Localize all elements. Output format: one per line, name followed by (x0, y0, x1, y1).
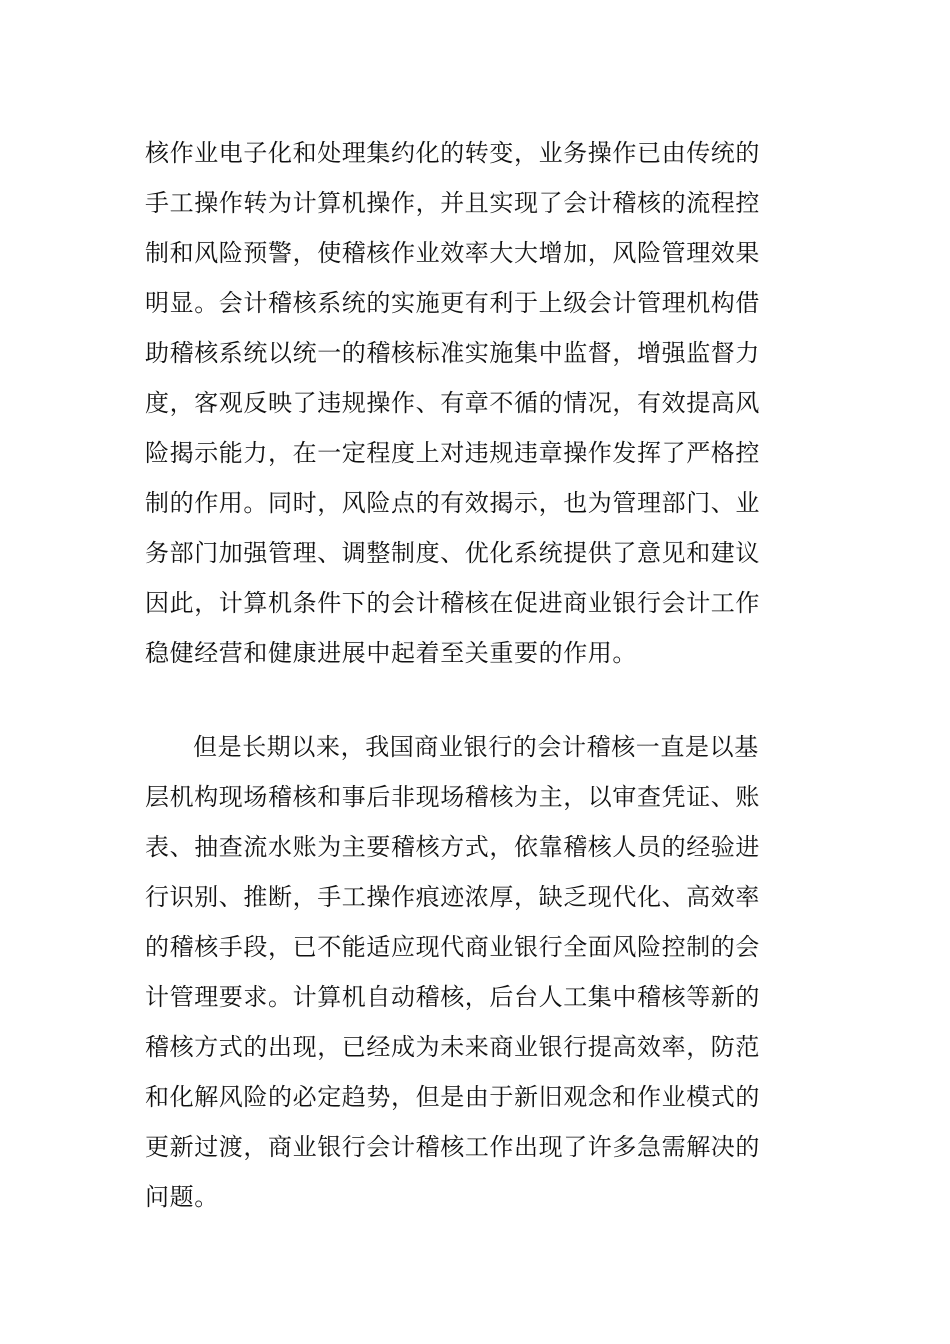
text-line: 稽核方式的出现，已经成为未来商业银行提高效率，防范 (145, 1033, 760, 1061)
text-line: 表、抽查流水账为主要稽核方式，依靠稽核人员的经验进 (145, 833, 760, 861)
text-line: 务部门加强管理、调整制度、优化系统提供了意见和建议 (145, 539, 760, 567)
text-line: 明显。会计稽核系统的实施更有利于上级会计管理机构借 (145, 289, 760, 317)
text-line: 行识别、推断，手工操作痕迹浓厚，缺乏现代化、高效率 (145, 883, 760, 911)
text-line: 和化解风险的必定趋势，但是由于新旧观念和作业模式的 (145, 1083, 760, 1111)
text-line: 因此，计算机条件下的会计稽核在促进商业银行会计工作 (145, 589, 760, 617)
text-line: 问题。 (145, 1183, 219, 1211)
text-line-indented: 但是长期以来，我国商业银行的会计稽核一直是以基 (193, 733, 759, 761)
text-line: 更新过渡，商业银行会计稽核工作出现了许多急需解决的 (145, 1133, 760, 1161)
text-line: 计管理要求。计算机自动稽核，后台人工集中稽核等新的 (145, 983, 760, 1011)
text-line: 助稽核系统以统一的稽核标准实施集中监督，增强监督力 (145, 339, 760, 367)
text-line: 稳健经营和健康进展中起着至关重要的作用。 (145, 639, 637, 667)
text-line: 险揭示能力，在一定程度上对违规违章操作发挥了严格控 (145, 439, 760, 467)
text-line: 核作业电子化和处理集约化的转变，业务操作已由传统的 (145, 139, 760, 167)
text-line: 制的作用。同时，风险点的有效揭示，也为管理部门、业 (145, 489, 760, 517)
paragraph-2 (145, 722, 810, 1222)
text-line: 度，客观反映了违规操作、有章不循的情况，有效提高风 (145, 389, 760, 417)
text-line: 层机构现场稽核和事后非现场稽核为主，以审查凭证、账 (145, 783, 760, 811)
text-line: 的稽核手段，已不能适应现代商业银行全面风险控制的会 (145, 933, 760, 961)
paragraph-1 (145, 128, 810, 678)
text-line: 制和风险预警，使稽核作业效率大大增加，风险管理效果 (145, 239, 760, 267)
text-line: 手工操作转为计算机操作，并且实现了会计稽核的流程控 (145, 189, 760, 217)
